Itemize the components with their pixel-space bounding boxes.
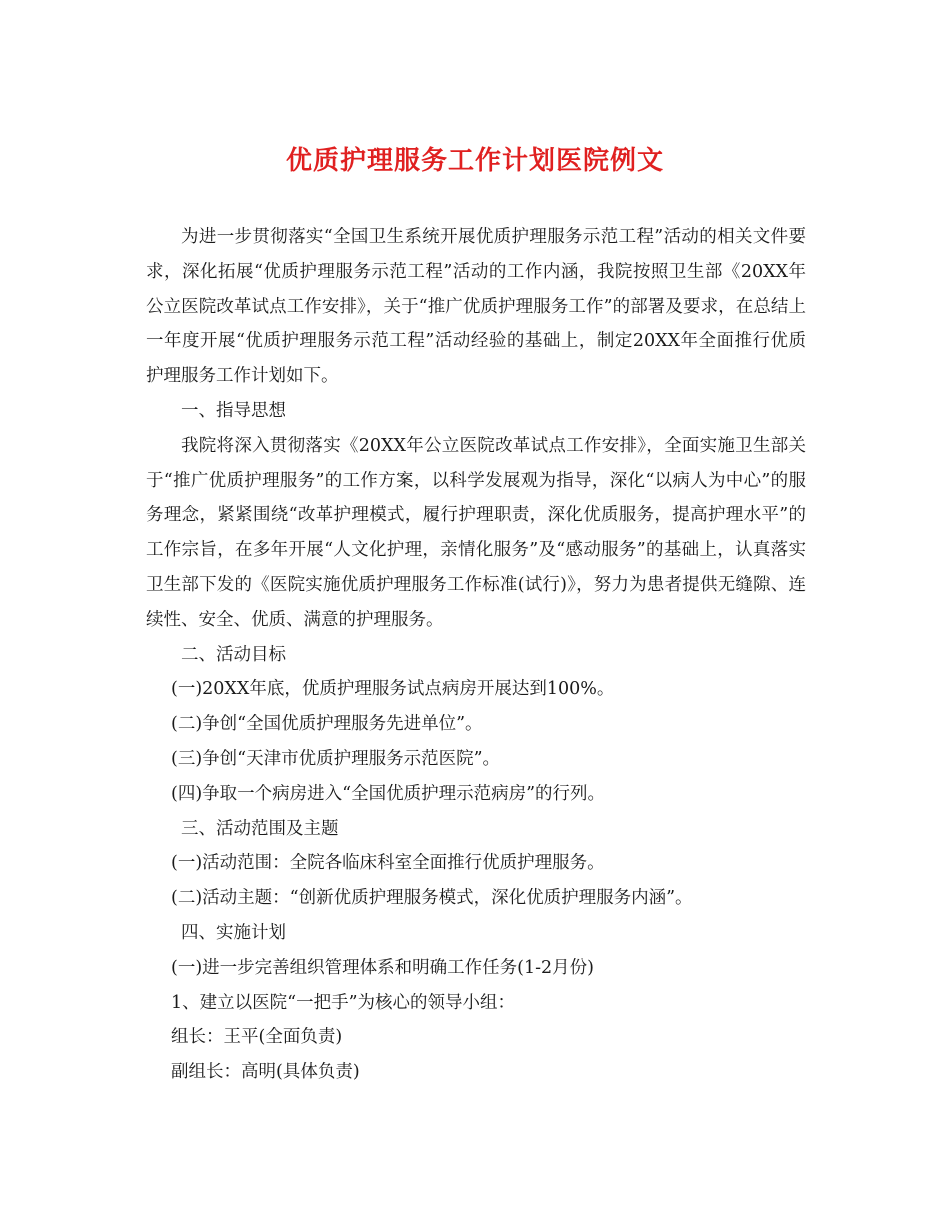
section-1-heading: 一、指导思想 xyxy=(181,400,286,421)
section-1-paragraph: 我院将深入贯彻落实《20XX年公立医院改革试点工作安排》，全面实施卫生部关于“推广优质护理服务”的工作方案，以科学发展观为指导，深化“以病人为中心”的服务理念，紧紧围绕“改革护理模式，履行护理职责，深化优质服务，提高护理水平”的工作宗旨，在多年开展“人文化护理，亲情化服务”及“感动服务”的基础上，认真落实卫生部下发的《医院实施优质护理服务工作标准(试行)》，努力为患者提供无缝隙、连续性、安全、优质、满意的护理服务。 xyxy=(146,435,806,630)
goal-item: (三)争创“天津市优质护理服务示范医院”。 xyxy=(171,748,501,769)
section-4-heading: 四、实施计划 xyxy=(181,922,286,943)
plan-item: 1、建立以医院“一把手”为核心的领导小组： xyxy=(171,992,516,1013)
goal-item: (一)20XX年底，优质护理服务试点病房开展达到100%。 xyxy=(171,679,615,700)
scope-item: (一)活动范围：全院各临床科室全面推行优质护理服务。 xyxy=(171,853,605,874)
theme-item: (二)活动主题：“创新优质护理服务模式，深化优质护理服务内涵”。 xyxy=(171,888,693,909)
intro-paragraph: 为进一步贯彻落实“全国卫生系统开展优质护理服务示范工程”活动的相关文件要求，深化拓展“优质护理服务示范工程”活动的工作内涵，我院按照卫生部《20XX年公立医院改革试点工作安排》，关于“推广优质护理服务工作”的部署及要求，在总结上一年度开展“优质护理服务示范工程”活动经验的基础上，制定20XX年全面推行优质护理服务工作计划如下。 xyxy=(146,227,806,387)
plan-item: (一)进一步完善组织管理体系和明确工作任务(1-2月份) xyxy=(171,957,594,978)
section-2-heading: 二、活动目标 xyxy=(181,644,286,665)
document-body xyxy=(146,220,806,1090)
goal-item: (二)争创“全国优质护理服务先进单位”。 xyxy=(171,714,483,735)
section-3-heading: 三、活动范围及主题 xyxy=(181,818,339,839)
deputy-leader-line: 副组长：高明(具体负责) xyxy=(171,1062,360,1083)
document-title: 优质护理服务工作计划医院例文 xyxy=(285,146,664,176)
leader-line: 组长：王平(全面负责) xyxy=(171,1027,343,1048)
goal-item: (四)争取一个病房进入“全国优质护理示范病房”的行列。 xyxy=(171,783,606,804)
